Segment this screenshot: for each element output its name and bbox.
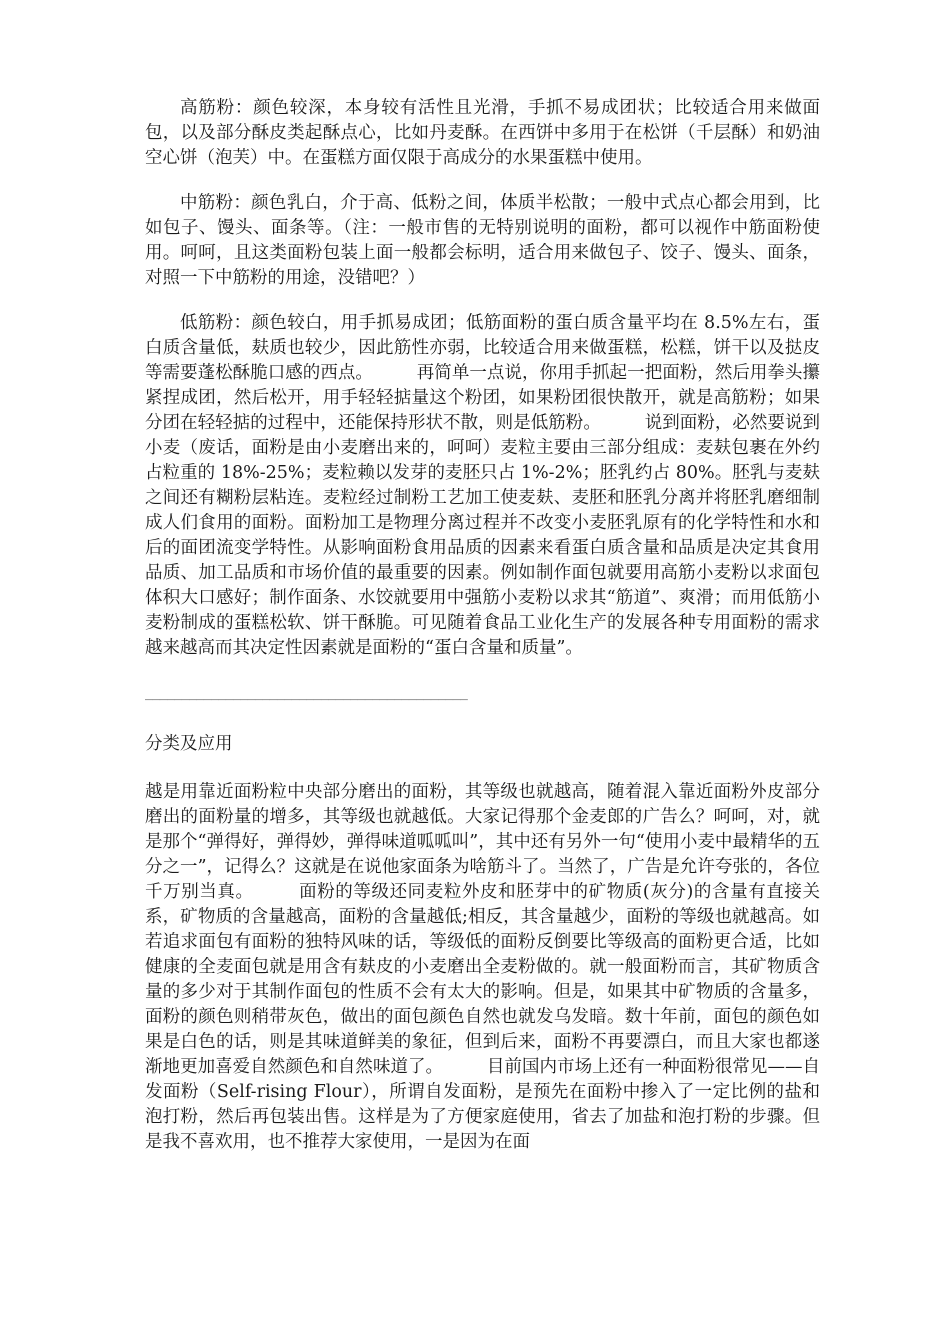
paragraph-low-gluten-flour: 低筋粉：颜色较白，用手抓易成团；低筋面粉的蛋白质含量平均在 8.5%左右，蛋白质含量低，麸质也较少，因此筋性亦弱，比较适合用来做蛋糕，松糕，饼干以及挞皮等需要蓬松酥脆口感的西点。 再简单一点说，你用手抓起一把面粉，然后用拳头攥紧捏成团，然后松开，用手轻轻掂量这个粉团，如果粉团很快散开，就是高筋粉；如果分团在轻轻掂的过程中，还能保持形状不散，则是低筋粉。 说到面粉，必然要说到小麦（废话，面粉是由小麦磨出来的，呵呵）麦粒主要由三部分组成：麦麸包裹在外约占粒重的 18%-25%；麦粒赖以发芽的麦胚只占 1%-2%；胚乳约占 80%。胚乳与麦麸之间还有糊粉层粘连。麦粒经过制粉工艺加工使麦麸、麦胚和胚乳分离并将胚乳磨细制成人们食用的面粉。面粉加工是物理分离过程并不改变小麦胚乳原有的化学特性和水和后的面团流变学特性。从影响面粉食用品质的因素来看蛋白质含量和品质是决定其食用品质、加工品质和市场价值的最重要的因素。例如制作面包就要用高筋小麦粉以求面包体积大口感好；制作面条、水饺就要用中强筋小麦粉以求其“筋道”、爽滑；而用低筋小麦粉制成的蛋糕松软、饼干酥脆。可见随着食品工业化生产的发展各种专用面粉的需求越来越高而其决定性因素就是面粉的“蛋白含量和质量”。: [145, 313, 820, 658]
divider-line: ____________________________________________: [145, 686, 468, 701]
paragraph-high-gluten-flour: 高筋粉：颜色较深，本身较有活性且光滑，手抓不易成团状；比较适合用来做面包，以及部分酥皮类起酥点心，比如丹麦酥。在西饼中多用于在松饼（千层酥）和奶油空心饼（泡芙）中。在蛋糕方面仅限于高成分的水果蛋糕中使用。: [145, 98, 820, 168]
document-page: [145, 96, 820, 1175]
section-heading: 分类及应用: [145, 734, 233, 754]
paragraph-classification: 越是用靠近面粉粒中央部分磨出的面粉，其等级也就越高，随着混入靠近面粉外皮部分磨出的面粉量的增多，其等级也就越低。大家记得那个金麦郎的广告么？呵呵，对，就是那个“弹得好，弹得妙，弹得味道呱呱叫”，其中还有另外一句“使用小麦中最精华的五分之一”，记得么？这就是在说他家面条为啥筋斗了。当然了，广告是允许夸张的，各位千万别当真。 面粉的等级还同麦粒外皮和胚芽中的矿物质(灰分)的含量有直接关系，矿物质的含量越高，面粉的含量越低;相反，其含量越少，面粉的等级也就越高。如若追求面包有面粉的独特风味的话，等级低的面粉反倒要比等级高的面粉更合适，比如健康的全麦面包就是用含有麸皮的小麦磨出全麦粉做的。就一般面粉而言，其矿物质含量的多少对于其制作面包的性质不会有太大的影响。但是，如果其中矿物质的含量多，面粉的颜色则稍带灰色，做出的面包颜色自然也就发乌发暗。数十年前，面包的颜色如果是白色的话，则是其味道鲜美的象征，但到后来，面粉不再要漂白，而且大家也都遂渐地更加喜爱自然颜色和自然味道了。 目前国内市场上还有一种面粉很常见——自发面粉（Self-rising Flour），所谓自发面粉，是预先在面粉中掺入了一定比例的盐和泡打粉，然后再包装出售。这样是为了方便家庭使用，省去了加盐和泡打粉的步骤。但是我不喜欢用，也不推荐大家使用，一是因为在面: [145, 782, 820, 1152]
paragraph-medium-gluten-flour: 中筋粉：颜色乳白，介于高、低粉之间，体质半松散；一般中式点心都会用到，比如包子、馒头、面条等。（注：一般市售的无特别说明的面粉，都可以视作中筋面粉使用。呵呵，且这类面粉包装上面一般都会标明，适合用来做包子、饺子、馒头、面条，对照一下中筋粉的用途，没错吧？）: [145, 193, 820, 288]
